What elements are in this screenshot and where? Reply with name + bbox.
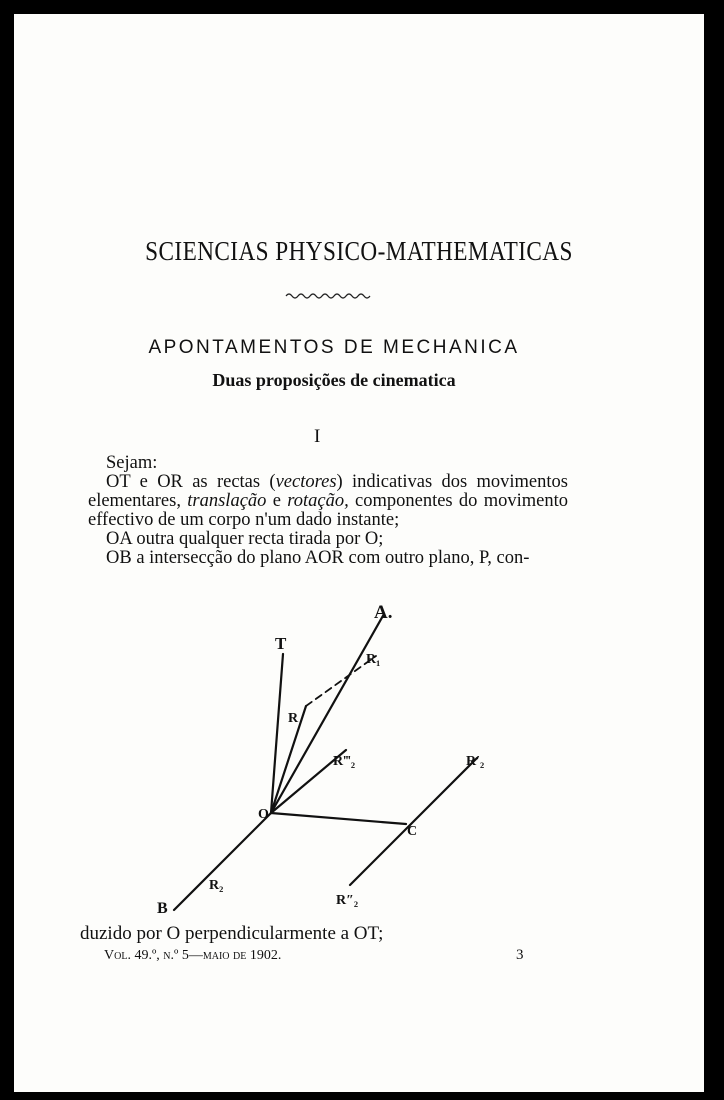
label-R2-prime: R′₂ [466,754,485,769]
label-C: C [407,824,418,839]
text-line: OA outra qualquer recta tirada por O; [106,529,384,549]
line-OB [174,813,271,910]
section-number: I [314,426,321,447]
journal-page [14,14,704,1092]
label-O: O [258,807,269,822]
text-line: Sejam: [106,453,158,473]
section-title: SCIENCIAS PHYSICO-MATHEMATICAS [145,236,573,266]
vector-diagram [144,588,485,918]
page-number: 3 [516,947,524,963]
decorative-rule [284,289,374,301]
article-title: APONTAMENTOS DE MECHANICA [148,337,520,358]
text-line: elementares, translação e rotação, componentes do movimento [88,491,568,511]
label-A: A. [374,602,393,623]
body-paragraph [88,454,568,568]
text-line: duzido por O perpendicularmente a OT; [80,923,384,944]
label-R: R [288,711,299,726]
text-line: effectivo de um corpo n'um dado instante; [88,510,400,530]
label-T: T [275,634,287,653]
label-R1: R₁ [366,652,381,667]
journal-footer: Vol. 49.º, n.º 5—maio de 1902. [104,948,282,963]
label-R2-triple: R‴₂ [333,754,356,769]
label-B: B [157,900,168,917]
label-R2: R₂ [209,878,224,893]
line-OC [271,813,406,824]
article-subtitle: Duas proposições de cinematica [212,370,456,390]
text-line: OT e OR as rectas (vectores) indicativas dos movimentos [106,472,568,492]
line-OT [271,654,283,813]
label-R2-double: R″₂ [336,893,359,908]
text-line: OB a intersecção do plano AOR com outro plano, P, con- [106,548,530,568]
